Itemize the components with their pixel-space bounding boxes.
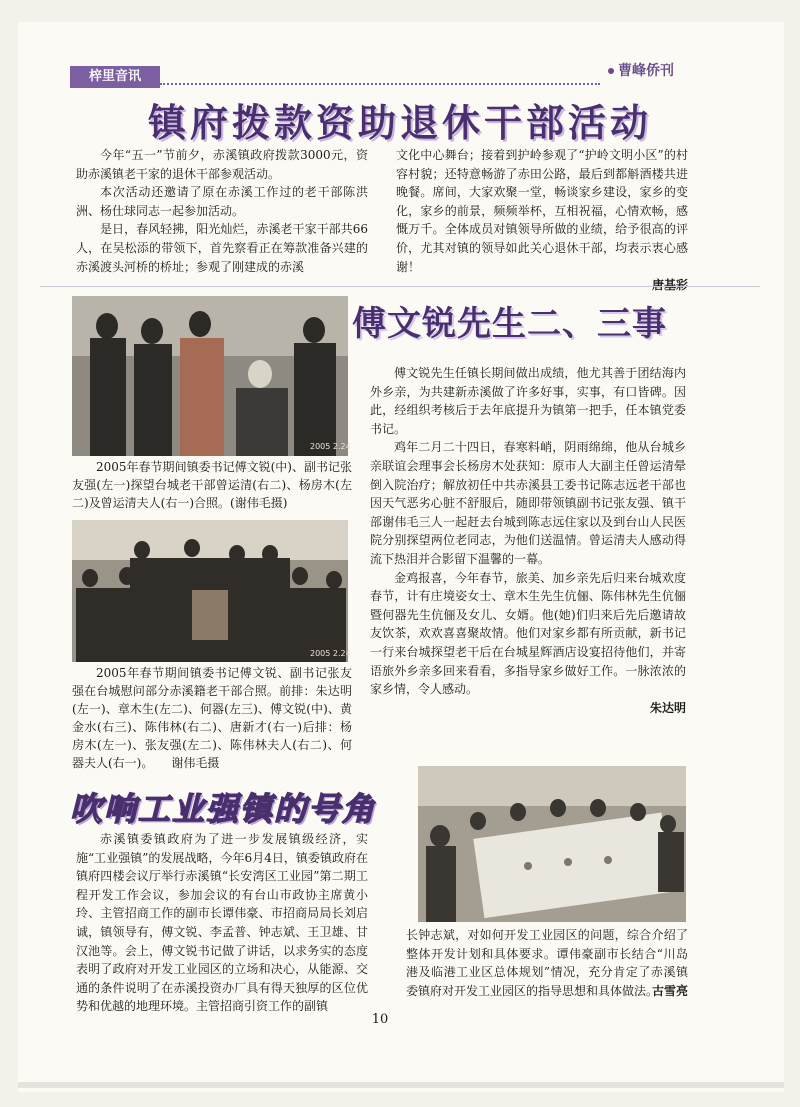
article3-paragraph: 赤溪镇委镇政府为了进一步发展镇级经济，实施“工业强镇”的发展战略，今年6月4日，镇委镇政府在镇府四楼会议厅举行赤溪镇“长安湾区工业园”第二期工程开发工作会议，参加会议的有台山市政协主席黄小玲、主管招商工作的副市长谭伟豪、市招商局局长刘启诚，镇领导有，傅文锐、李孟普、钟志斌、王卫雄、甘汉池等。会上，傅文锐书记做了讲话，以求务实的态度表明了政府对开发工业园区的立场和决心，从能源、交通的条件说明了在赤溪投资办厂具有得天独厚的区位优势和优越的地理环境。主管招商引资工作的副镇 bbox=[76, 832, 368, 1014]
photo-industry-meeting bbox=[418, 766, 686, 922]
article1-title: 镇府拨款资助退休干部活动 bbox=[147, 101, 652, 145]
photo2-caption bbox=[72, 664, 352, 780]
article2-body bbox=[370, 364, 686, 762]
article3-right-column bbox=[406, 926, 688, 1002]
photo1-caption bbox=[72, 458, 352, 518]
photo-visit-elderly bbox=[72, 296, 351, 456]
photo-group-meeting bbox=[72, 520, 351, 662]
article1-paragraph: 今年“五一”节前夕，赤溪镇政府拨款3000元，资助赤溪镇老干家的退休干部参观活动。 bbox=[76, 148, 368, 181]
article2-paragraph: 傅文锐先生任镇长期间做出成绩，他尤其善于团结海内外乡亲，为共建新赤溪做了许多好事，实事，有口皆碑。因此，经组织考核后于去年底提升为镇第一把手，任本镇党委书记。 bbox=[370, 366, 686, 436]
photo2-caption-text: 2005年春节期间镇委书记傅文锐、副书记张友强在台城慰问部分赤溪籍老干部合照。前排：朱达明(左一)、章木生(左二)、何器(左三)、傅文锐(中)、黄金水(右三)、陈伟林(右二)、唐新才(右一)后排：杨房木(左一)、张友强(左二)、陈伟林夫人(右二)、何器夫人(右一)。 谢伟毛摄 bbox=[72, 666, 352, 770]
article3-author: 古雪亮 bbox=[651, 984, 688, 999]
page-number: 10 bbox=[371, 1012, 389, 1027]
article2-paragraph: 鸡年二月二十四日，春寒料峭，阴雨绵绵，他从台城乡亲联谊会理事会长杨房木处获知：原市人大副主任曾运清晕倒入院治疗；解放初任中共赤溪县工委书记陈志远老干部也因天气恶劣心脏不舒服后，随即带领镇副书记张友强、镇干部谢伟毛三人一起赶去台城到陈志远住家以及到台山人民医院分别探望两位老同志，为他们送温情。曾运清夫人感动得流下热泪并合影留下温馨的一幕。 bbox=[370, 440, 686, 566]
photo2-date-stamp: 2005 2.24 bbox=[310, 649, 351, 658]
brand-label: 曹峰侨刊 bbox=[618, 63, 674, 79]
photo1-caption-text: 2005年春节期间镇委书记傅文锐(中)、副书记张友强(左一)探望台城老干部曾运清(右二)、杨房木(左二)及曾运清夫人(右一)合照。(谢伟毛摄) bbox=[72, 460, 352, 510]
section-tag: 梓里音讯 bbox=[70, 66, 160, 88]
header-divider bbox=[160, 73, 600, 85]
article2-paragraph: 金鸡报喜，今年春节，旅美、加乡亲先后归来台城欢度春节，计有庄境姿女士、章木生先生伉俪、陈伟林先生伉俪暨何器先生伉俪及女儿、女婿。他(她)们归来后先后邀请故友饮茶，欢欢喜喜聚故情。他们对家乡都有所贡献，新书记一行来台城探望老干后在台城星辉酒店设宴招待他们，并寄语旅外乡亲多回来看看，多指导家乡做好工作。一脉浓浓的家乡情，令人感动。 bbox=[370, 570, 686, 697]
article1-left-column bbox=[76, 146, 368, 282]
article3-title: 吹响工业强镇的号角 bbox=[70, 790, 377, 828]
publication-brand bbox=[608, 60, 698, 82]
article1-paragraph: 文化中心舞台；接着到护岭参观了“护岭文明小区”的村容村貌；还特意畅游了赤田公路，最后到都斛酒楼共进晚餐。席间，大家欢聚一堂，畅谈家乡建设，家乡的变化，家乡的前景，频频举杯，互相祝福，心情欢畅，感慨万千。全体成员对镇领导所做的业绩，给予很高的评价，尤其对镇的领导如此关心退休干部，均表示衷心感谢！ bbox=[396, 148, 688, 274]
bullet-icon bbox=[608, 68, 614, 74]
article3-left-column bbox=[76, 830, 368, 1014]
article1-paragraph: 是日，春风轻拂，阳光灿烂，赤溪老干家干部共66人，在吴松添的带领下，首先察看正在筹款准备兴建的赤溪渡头河桥的桥址；参观了刚建成的赤溪 bbox=[76, 222, 368, 274]
photo1-date-stamp: 2005 2.24 bbox=[310, 442, 351, 451]
article2-title: 傅文锐先生二、三事 bbox=[352, 304, 667, 344]
article1-author: 唐基彩 bbox=[651, 278, 688, 293]
bottom-border bbox=[18, 1082, 784, 1088]
article3-paragraph: 长钟志斌，对如何开发工业园区的问题，综合介绍了整体开发计划和具体要求。谭伟豪副市长结合“川岛港及临港工业区总体规划”情况，充分肯定了赤溪镇委镇府对开发工业园区的指导思想和具体做法。 bbox=[406, 928, 688, 998]
section-divider bbox=[40, 286, 760, 287]
article2-author: 朱达明 bbox=[649, 700, 686, 715]
article1-right-column bbox=[396, 146, 688, 293]
article1-paragraph: 本次活动还邀请了原在赤溪工作过的老干部陈洪洲、杨仕球同志一起参加活动。 bbox=[76, 185, 368, 218]
